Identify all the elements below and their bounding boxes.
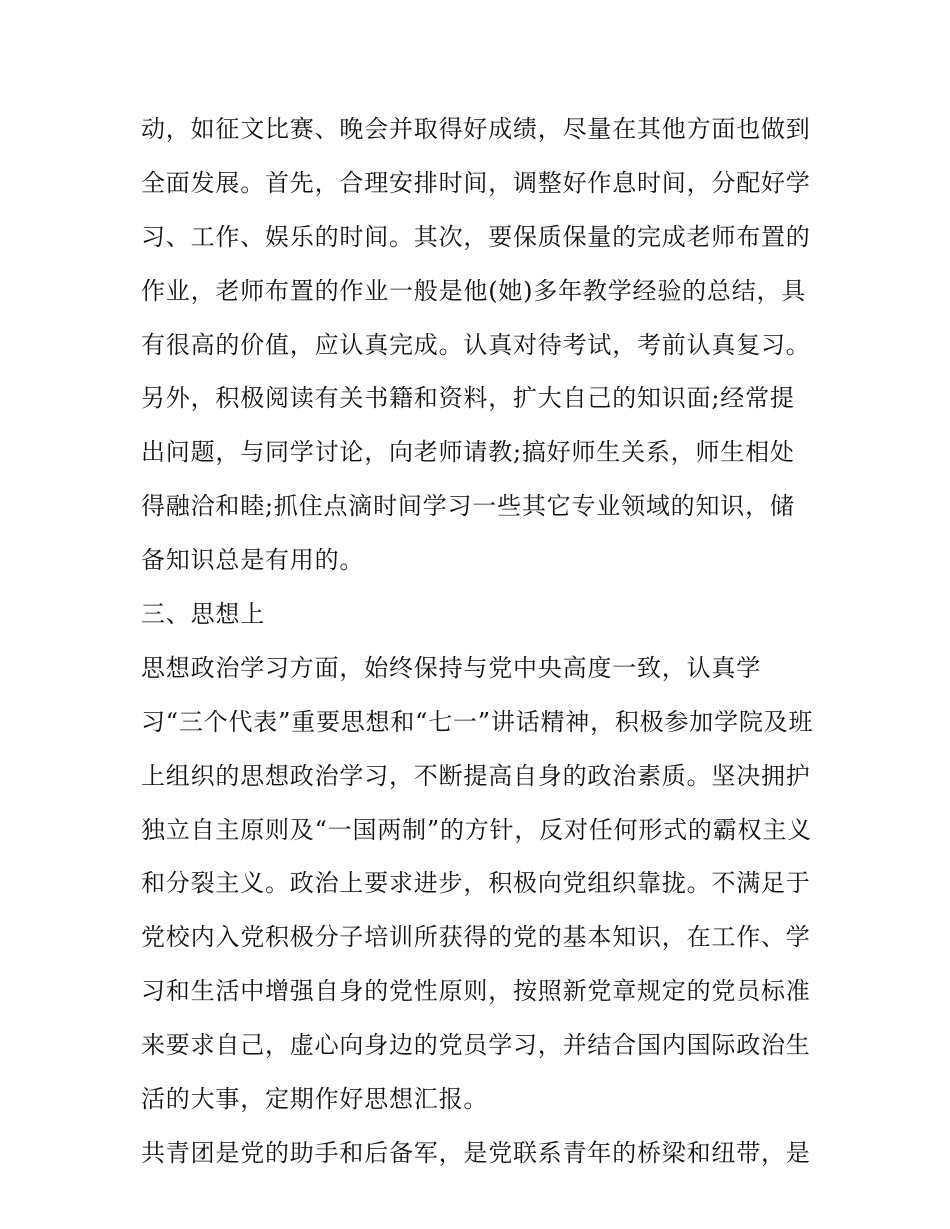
- text-line: 上组织的思想政治学习，不断提高自身的政治素质。坚决拥护: [141, 761, 811, 790]
- section-heading: 三、思想上: [141, 600, 265, 629]
- text-line: 习和生活中增强自身的党性原则，按照新党章规定的党员标准: [141, 977, 811, 1006]
- text-line: 出问题，与同学讨论，向老师请教;搞好师生关系，师生相处: [141, 438, 795, 467]
- text-line: 有很高的价值，应认真完成。认真对待考试，考前认真复习。: [141, 330, 811, 359]
- text-line: 来要求自己，虚心向身边的党员学习，并结合国内国际政治生: [141, 1031, 811, 1060]
- document-body: [141, 110, 821, 1188]
- text-line: 思想政治学习方面，始终保持与党中央高度一致，认真学: [141, 653, 761, 682]
- text-line: 共青团是党的助手和后备军，是党联系青年的桥梁和纽带，是: [141, 1138, 811, 1167]
- text-line: 得融洽和睦;抓住点滴时间学习一些其它专业领域的知识，储: [141, 492, 795, 521]
- text-line: 活的大事，定期作好思想汇报。: [141, 1085, 489, 1114]
- text-line: 作业，老师布置的作业一般是他(她)多年教学经验的总结，具: [141, 276, 807, 305]
- text-line: 另外，积极阅读有关书籍和资料，扩大自己的知识面;经常提: [141, 384, 795, 413]
- text-line: 和分裂主义。政治上要求进步，积极向党组织靠拢。不满足于: [141, 869, 811, 898]
- text-line: 习、工作、娱乐的时间。其次，要保质保量的完成老师布置的: [141, 222, 811, 251]
- text-line: 党校内入党积极分子培训所获得的党的基本知识，在工作、学: [141, 923, 811, 952]
- text-line: 备知识总是有用的。: [141, 546, 365, 575]
- text-line: 动，如征文比赛、晚会并取得好成绩，尽量在其他方面也做到: [141, 115, 811, 143]
- text-line: 全面发展。首先，合理安排时间，调整好作息时间，分配好学: [141, 168, 811, 197]
- text-line: 习“三个代表”重要思想和“七一”讲话精神，积极参加学院及班: [141, 707, 814, 736]
- text-line: 独立自主原则及“一国两制”的方针，反对任何形式的霸权主义: [141, 815, 812, 844]
